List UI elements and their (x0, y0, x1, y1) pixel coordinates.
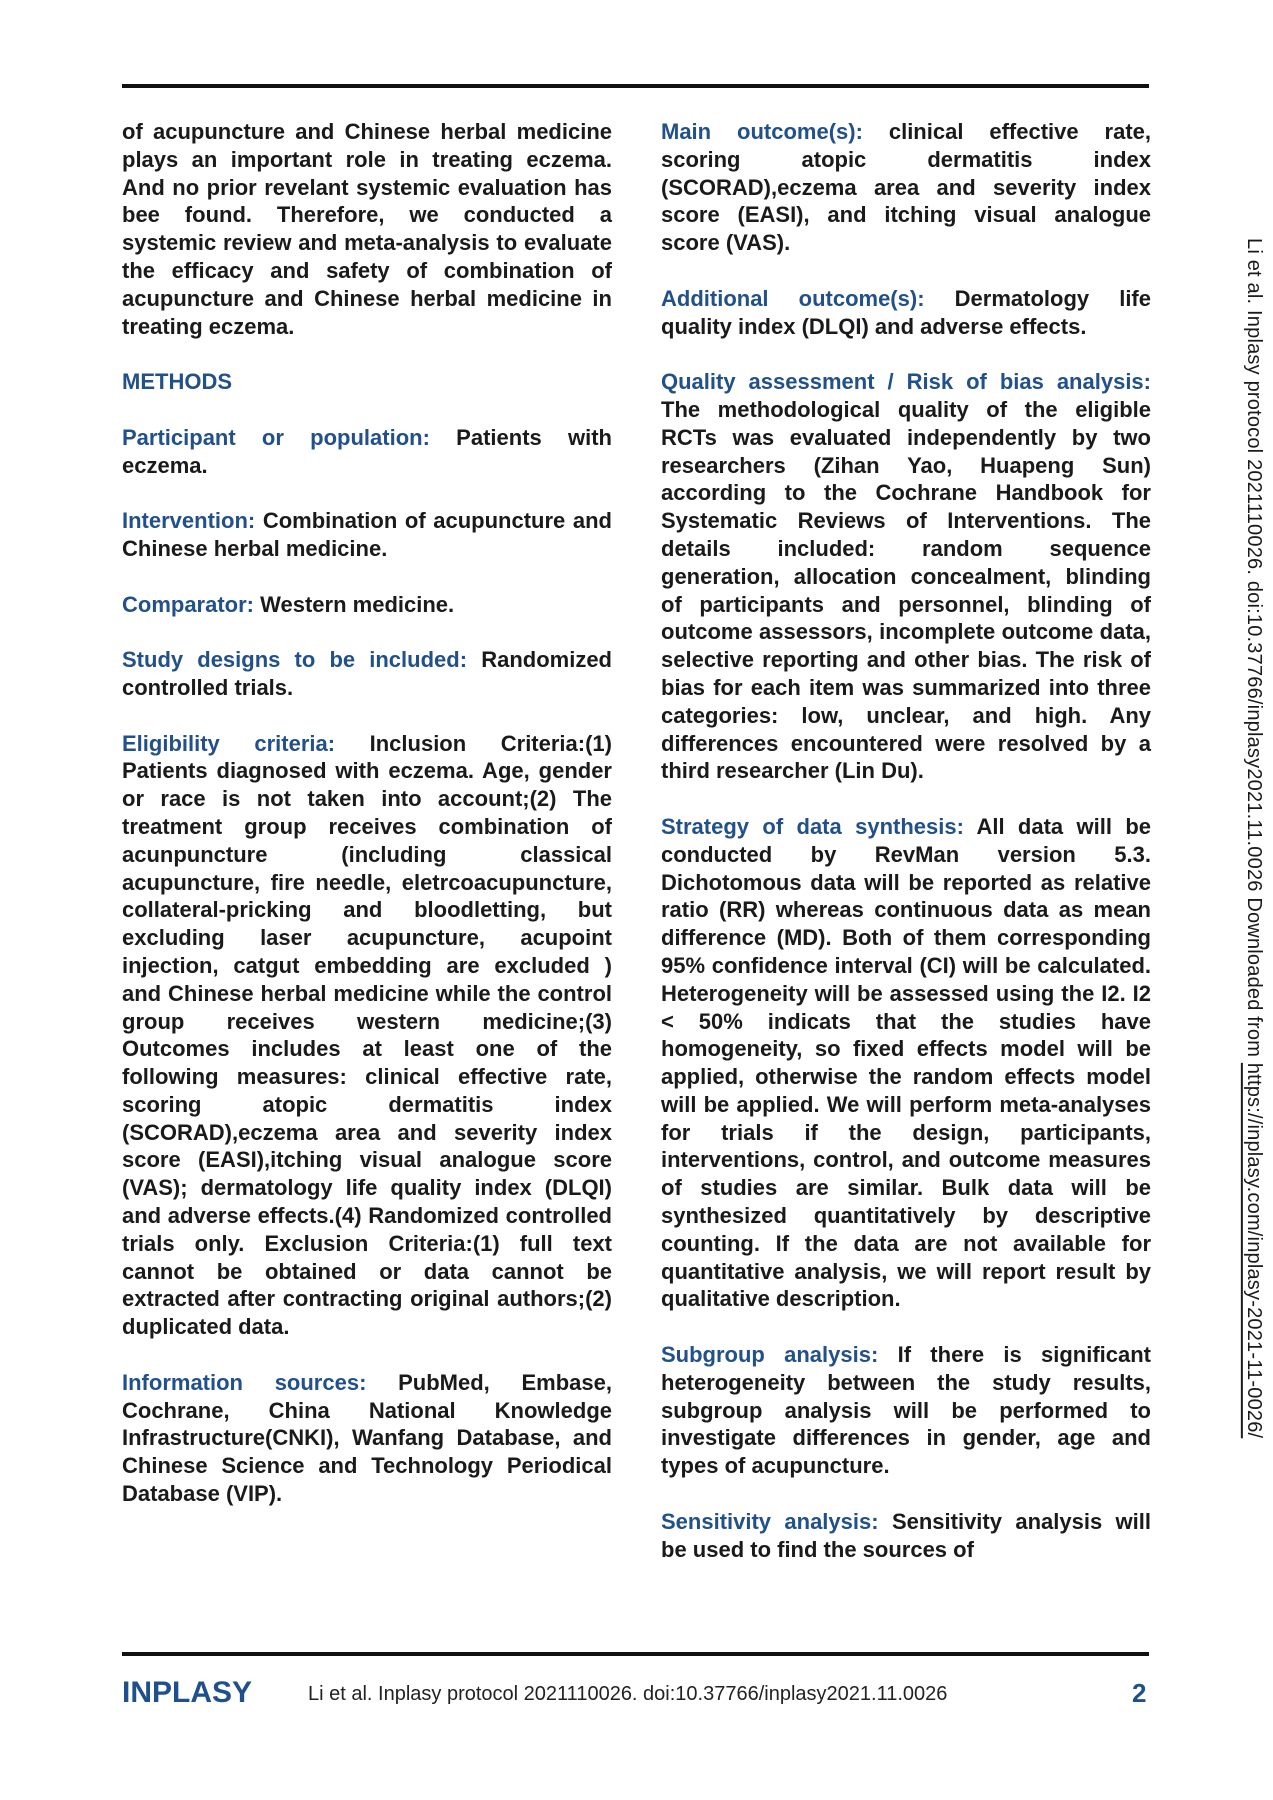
quality-assessment-section (661, 368, 1151, 785)
main-outcomes-label: Main outcome(s): (661, 119, 863, 144)
sensitivity-label: Sensitivity analysis: (661, 1508, 879, 1534)
eligibility-label: Eligibility criteria: (122, 730, 336, 756)
quality-assessment-text: The methodological quality of the eligible RCTs was evaluated independently by two researchers (Zihan Yao, Huapeng Sun) according to the Cochrane Handbook for Systematic Reviews of Interventions. The details included: random sequence generation, allocation concealment, blinding of participants and personnel, blinding of outcome assessors, incomplete outcome data, selective reporting and other bias. The risk of bias for each item was summarized into three categories: low, unclear, and high. Any differences encountered were resolved by a third researcher (Lin Du). (661, 396, 1151, 784)
additional-outcomes-section (661, 285, 1151, 341)
strategy-text: All data will be conducted by RevMan version 5.3. Dichotomous data will be reported as relative ratio (RR) whereas continuous data as mean difference (MD). Both of them corresponding 95% confidence interval (CI) will be calculated. Heterogeneity will be assessed using the I2. I2 < 50% indicats that the studies have homogeneity, so fixed effects model will be applied, otherwise the random effects model will be applied. We will perform meta-analyses for trials if the design, participants, interventions, control, and outcome measures of studies are similar. Bulk data will be synthesized quantitatively by descriptive counting. If the data are not available for quantitative analysis, we will report result by qualitative description. (661, 813, 1152, 1312)
information-sources-text: PubMed, Embase, Cochrane, China National Knowledge Infrastructure(CNKI), Wanfang Database, and Chinese Science and Technology Periodical Database (VIP). (122, 1369, 612, 1507)
intervention-label: Intervention: (122, 508, 256, 534)
information-sources-label: Information sources: (122, 1369, 367, 1395)
main-outcomes-section (661, 118, 1151, 257)
participant-label: Participant or population: (122, 424, 430, 450)
eligibility-text: Inclusion Criteria:(1) Patients diagnosed with eczema. Age, gender or race is not taken into account;(2) The treatment group receives combination of acunpuncture (including classical acupuncture, fire needle, eletrcoacupuncture, collateral-pricking and bloodletting, but excluding laser acupuncture, acupoint injection, catgut embedding are excluded ) and Chinese herbal medicine while the control group receives western medicine;(3) Outcomes includes at least one of the following measures: clinical effective rate, scoring atopic dermatitis index (SCORAD),eczema area and severity index score (EASI),itching visual analogue score (VAS); dermatology life quality index (DLQI) and adverse effects.(4) Randomized controlled trials only. Exclusion Criteria:(1) full text cannot be obtained or data cannot be extracted after contracting original authors;(2) duplicated data. (122, 730, 612, 1340)
additional-outcomes-label: Additional outcome(s): (661, 285, 925, 311)
page-number: 2 (1132, 1678, 1147, 1708)
study-designs-text: Randomized controlled trials. (122, 647, 612, 700)
footer-rule (122, 1652, 1149, 1656)
quality-assessment-label: Quality assessment / Risk of bias analysis: (661, 369, 1151, 395)
footer-brand: INPLASY (122, 1676, 253, 1709)
intervention-section (122, 507, 612, 563)
intervention-text: Combination of acupuncture and Chinese herbal medicine. (122, 508, 612, 561)
study-designs-section (122, 646, 612, 702)
participant-section (122, 424, 612, 480)
study-designs-label: Study designs to be included: (122, 647, 468, 673)
main-outcomes-text: clinical effective rate, scoring atopic dermatitis index (SCORAD),eczema area and severity index score (EASI), and itching visual analogue score (VAS). (661, 119, 1151, 256)
comparator-label: Comparator: (122, 591, 255, 617)
sensitivity-section (661, 1508, 1151, 1564)
strategy-section (661, 813, 1151, 1313)
eligibility-section (122, 730, 612, 1342)
methods-heading: METHODS (122, 369, 232, 395)
subgroup-label: Subgroup analysis: (661, 1342, 879, 1368)
footer-citation: Li et al. Inplasy protocol 2021110026. doi:10.37766/inplasy2021.11.0026 (308, 1683, 948, 1705)
side-note-link[interactable]: https://inplasy.com/inplasy-2021-11-0026/ (1243, 1062, 1265, 1439)
comparator-section (122, 591, 612, 619)
sensitivity-text: Sensitivity analysis will be used to find the sources of (661, 1508, 1151, 1562)
participant-text: Patients with eczema. (122, 424, 612, 478)
comparator-text: Western medicine. (260, 591, 455, 617)
subgroup-section (661, 1341, 1151, 1480)
side-note (1242, 238, 1265, 1438)
subgroup-text: If there is significant heterogeneity between the study results, subgroup analysis will be performed to investigate differences in gender, age and types of acupuncture. (661, 1342, 1151, 1479)
right-column (661, 118, 1151, 1591)
strategy-label: Strategy of data synthesis: (661, 813, 964, 839)
information-sources-section (122, 1369, 612, 1508)
left-column (122, 118, 612, 1536)
header-rule (122, 84, 1149, 88)
side-note-text: Li et al. Inplasy protocol 2021110026. doi:10.37766/inplasy2021.11.0026 Downloaded from (1243, 238, 1265, 1063)
additional-outcomes-text: Dermatology life quality index (DLQI) and adverse effects. (661, 285, 1151, 339)
intro-paragraph: of acupuncture and Chinese herbal medicine plays an important role in treating eczema. And no prior revelant systemic evaluation has bee found. Therefore, we conducted a systemic review and meta-analysis to evaluate the efficacy and safety of combination of acupuncture and Chinese herbal medicine in treating eczema. (122, 119, 612, 339)
